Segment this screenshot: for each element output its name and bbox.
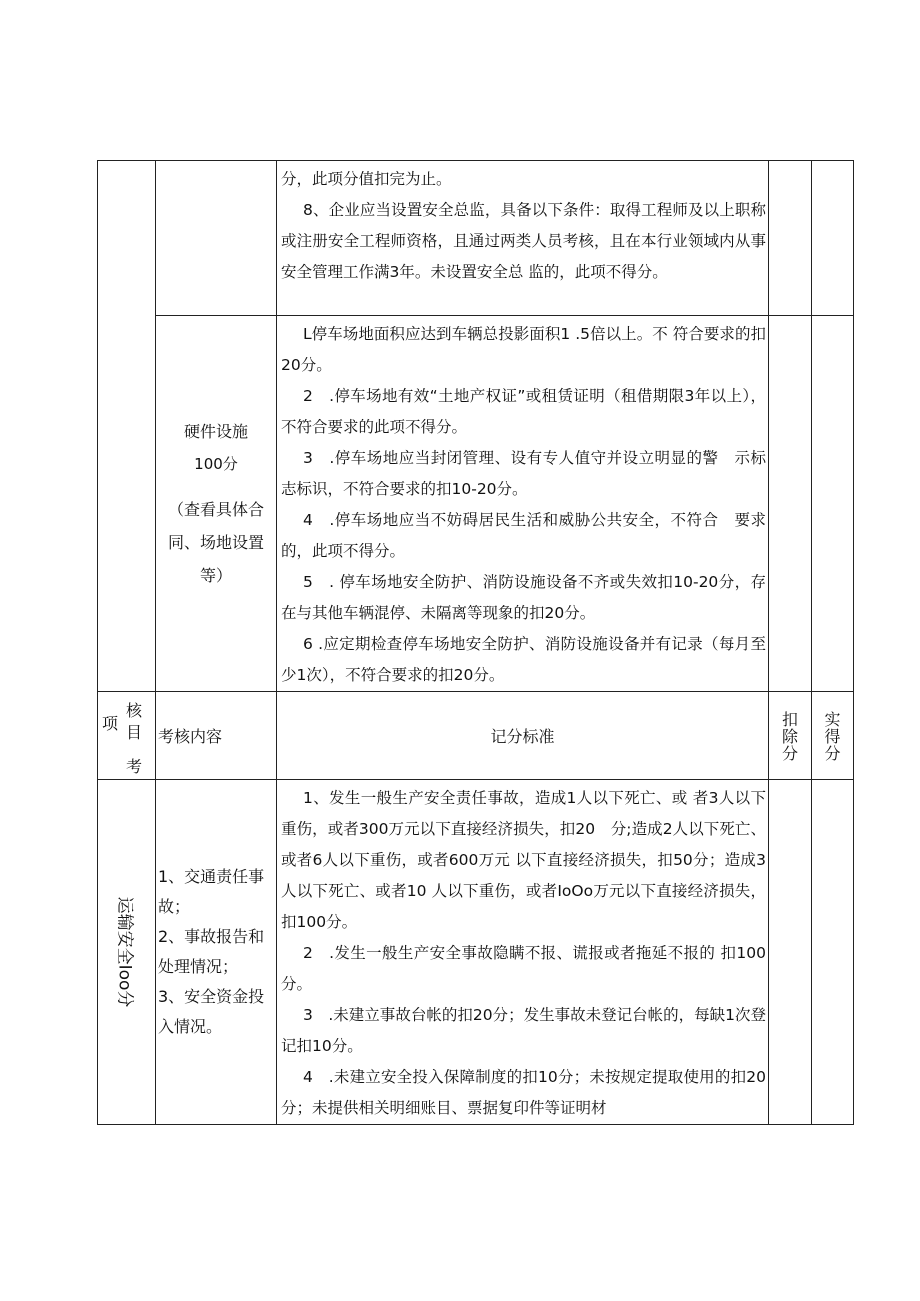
content-item: 1、交通责任事故；	[158, 867, 265, 916]
transport-standard-cell	[277, 780, 769, 1125]
standard-line: 分，此项分值扣完为止。	[281, 170, 452, 188]
hardware-score: 100分	[194, 455, 238, 473]
content-cell-upper	[156, 161, 277, 316]
standard-line: L停车场地面积应达到车辆总投影面积1 .5倍以上。不 符合要求的扣20分。	[281, 325, 766, 374]
row-safety-continuation	[98, 161, 854, 316]
standard-line: 8、企业应当设置安全总监，具备以下条件：取得工程师及以上职称或注册安全工程师资格，且通过两类人员考核，且在本行业领域内从事安全管理工作满3年。未设置安全总 监的，此项不得分。	[281, 201, 766, 281]
header-project-char: 项	[102, 714, 119, 733]
header-actual-label: 实得分	[824, 710, 841, 763]
hardware-note: （查看具体合同、场地设置等）	[167, 500, 264, 585]
content-item: 2、事故报告和处理情况；	[158, 927, 265, 976]
row-hardware	[98, 316, 854, 692]
standard-line: 3 .停车场地应当封闭管理、设有专人值守并设立明显的警 示标志标识，不符合要求的扣10-20分。	[281, 449, 766, 498]
header-actual	[812, 692, 854, 780]
transport-project-cell	[98, 780, 156, 1125]
assessment-table	[97, 160, 854, 1125]
header-project	[98, 692, 156, 780]
standard-line: 1、发生一般生产安全责任事故，造成1人以下死亡、或 者3人以下重伤，或者300万元以下直接经济损失，扣20 分;造成2人以下死亡、或者6人以下重伤，或者600万元 以下直接经济损失，扣50分；造成3人以下死亡、或者10 人以下重伤，或者IoOo万元以下直接经济损失，扣100分。	[281, 789, 766, 931]
standard-line: 5 . 停车场地安全防护、消防设施设备不齐或失效扣10-20分，存在与其他车辆混停、未隔离等现象的扣20分。	[281, 573, 766, 622]
transport-project-label: 运输安全Ioo分	[114, 896, 134, 1008]
hardware-label-cell	[156, 316, 277, 692]
standard-line: 4 .未建立安全投入保障制度的扣10分；未按规定提取使用的扣20分；未提供相关明细账目、票据复印件等证明材	[281, 1068, 766, 1117]
header-project-char: 考	[126, 757, 143, 776]
row-header	[98, 692, 854, 780]
standard-line: 2 .停车场地有效“土地产权证”或租赁证明（租借期限3年以上），不符合要求的此项不得分。	[281, 387, 766, 436]
project-cell-upper	[98, 161, 156, 692]
header-project-char: 目	[126, 723, 143, 742]
deduct-cell	[769, 316, 812, 692]
header-content: 考核内容	[156, 692, 277, 780]
header-standard: 记分标准	[277, 692, 769, 780]
transport-items-cell	[156, 780, 277, 1125]
standard-line: 2 .发生一般生产安全事故隐瞒不报、谎报或者拖延不报的 扣100分。	[281, 944, 766, 993]
hardware-standard-cell	[277, 316, 769, 692]
deduct-cell	[769, 161, 812, 316]
standard-line: 3 .未建立事故台帐的扣20分；发生事故未登记台帐的，每缺1次登记扣10分。	[281, 1006, 766, 1055]
header-deduct-label: 扣除分	[781, 710, 798, 763]
header-deduct	[769, 692, 812, 780]
row-transport	[98, 780, 854, 1125]
standard-cell-upper	[277, 161, 769, 316]
actual-cell	[812, 780, 854, 1125]
header-project-char: 核	[126, 701, 143, 720]
actual-cell	[812, 161, 854, 316]
content-item: 3、安全资金投入情况。	[158, 987, 265, 1036]
standard-line: 6 .应定期检查停车场地安全防护、消防设施设备并有记录（每月至少1次），不符合要求的扣20分。	[281, 635, 766, 684]
deduct-cell	[769, 780, 812, 1125]
standard-line: 4 .停车场地应当不妨碍居民生活和威胁公共安全，不符合 要求的，此项不得分。	[281, 511, 766, 560]
actual-cell	[812, 316, 854, 692]
hardware-title: 硬件设施	[183, 422, 248, 441]
